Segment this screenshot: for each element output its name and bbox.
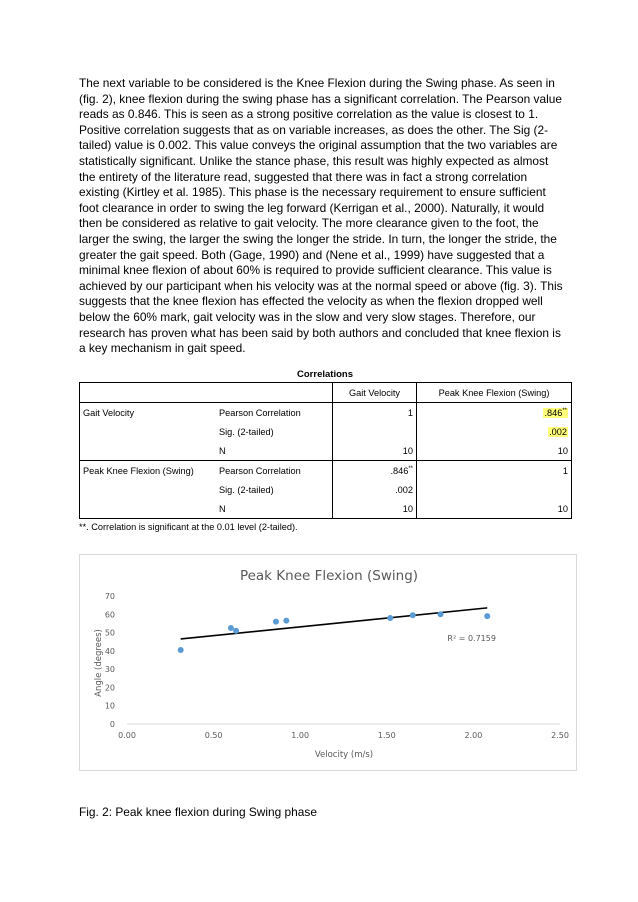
y-tick-label: 40 xyxy=(104,646,115,656)
x-tick-label: 2.00 xyxy=(464,731,483,740)
figure-caption: Fig. 2: Peak knee flexion during Swing phase xyxy=(79,805,317,819)
x-tick-label: 1.50 xyxy=(377,731,396,740)
significance-mark: ** xyxy=(562,407,567,414)
y-axis-ticks xyxy=(105,592,115,729)
table-cell xyxy=(417,422,572,441)
data-point xyxy=(484,613,490,619)
table-row xyxy=(80,499,572,519)
stat-label: Sig. (2-tailed) xyxy=(219,484,274,495)
table-cell: 1 xyxy=(417,461,572,481)
cell-value: .846 xyxy=(390,465,409,476)
data-point xyxy=(233,628,239,634)
y-tick-label: 10 xyxy=(104,701,115,711)
data-points xyxy=(178,611,491,653)
data-point xyxy=(410,612,416,618)
table-row xyxy=(80,461,572,481)
table-footnote: **. Correlation is significant at the 0.01 level (2-tailed). xyxy=(79,522,298,532)
body-paragraph: The next variable to be considered is the Knee Flexion during the Swing phase. As seen in (fig. 2), knee flexion during the swing phase has a significant correlation. The Pearson value reads as 0.846. This is seen as a strong positive correlation as the value is closest to 1. Positive correlation suggests that as on variable increases, as does the other. The Sig (2-tailed) value is 0.002. This value conveys the original assumption that the two variables are statistically significant. Unlike the stance phase, this result was highly expected as almost the entirety of the literature read, suggested that there was in fact a strong correlation existing (Kirtley et al. 1985). This phase is the necessary requirement to ensure sufficient foot clearance in order to swing the leg forward (Kerrigan et al., 2000). Naturally, it would then be considered as relative to gait velocity. The more clearance given to the foot, the larger the swing, the larger the swing the longer the stride. In turn, the longer the stride, the greater the gait speed. Both (Gage, 1990) and (Nene et al., 1999) have suggested that a minimal knee flexion of about 60% is required to provide sufficient clearance. This value is achieved by our participant when his velocity was at the normal speed or above (fig. 3). This suggests that the knee flexion has effected the velocity as when the flexion dropped well below the 60% mark, gait velocity was in the slow and very slow stages. Therefore, our research has proven what has been said by both authors and concluded that knee flexion is a key mechanism in gait speed. xyxy=(79,76,563,356)
col-header-gait-velocity: Gait Velocity xyxy=(333,383,417,403)
r-squared-label: R² = 0.7159 xyxy=(447,633,496,643)
table-cell xyxy=(417,480,572,499)
y-tick-label: 70 xyxy=(104,592,115,601)
data-point xyxy=(273,619,279,625)
row-label-knee-flexion: Peak Knee Flexion (Swing) xyxy=(80,461,217,481)
table-row xyxy=(80,403,572,423)
table-row xyxy=(80,480,572,499)
highlighted-value xyxy=(543,408,568,418)
table-cell: .002 xyxy=(333,480,417,499)
table-cell xyxy=(417,403,572,423)
y-tick-label: 20 xyxy=(104,683,115,693)
y-tick-label: 60 xyxy=(104,610,115,620)
table-header-row xyxy=(80,383,572,403)
x-tick-label: 1.00 xyxy=(291,731,310,740)
x-tick-label: 2.50 xyxy=(551,731,569,740)
scatter-chart xyxy=(79,554,577,771)
significance-mark: ** xyxy=(408,465,413,472)
stat-label: Pearson Correlation xyxy=(216,461,333,481)
table-title: Correlations xyxy=(297,369,353,380)
table-cell: 10 xyxy=(417,499,572,519)
x-axis-label: Velocity (m/s) xyxy=(314,750,374,760)
y-axis-label: Angle (degrees) xyxy=(94,629,104,697)
table-cell: 10 xyxy=(333,441,417,461)
cell-value: .846 xyxy=(544,407,563,418)
x-axis-ticks xyxy=(118,731,569,740)
stat-label: Pearson Correlation xyxy=(216,403,333,423)
stat-label: Sig. (2-tailed) xyxy=(219,426,274,437)
table-cell: 1 xyxy=(333,403,417,423)
data-point xyxy=(178,647,184,653)
table-cell xyxy=(333,422,417,441)
highlighted-value: .002 xyxy=(549,426,567,437)
table-cell: 10 xyxy=(417,441,572,461)
stat-label: N xyxy=(216,499,333,519)
stat-label: N xyxy=(219,445,226,456)
correlations-table xyxy=(79,382,572,519)
y-tick-label: 30 xyxy=(104,665,115,675)
col-header-knee-flexion: Peak Knee Flexion (Swing) xyxy=(417,383,572,403)
chart-title: Peak Knee Flexion (Swing) xyxy=(239,568,419,584)
table-cell: 10 xyxy=(333,499,417,519)
y-tick-label: 0 xyxy=(109,720,115,729)
data-point xyxy=(283,618,289,624)
table-row xyxy=(80,441,572,461)
x-tick-label: 0.50 xyxy=(204,731,223,740)
chart-svg xyxy=(80,555,578,772)
table-cell xyxy=(333,461,417,481)
data-point xyxy=(228,625,234,631)
row-label-gait-velocity: Gait Velocity xyxy=(80,403,217,423)
data-point xyxy=(437,611,443,617)
data-point xyxy=(387,615,393,621)
x-tick-label: 0.00 xyxy=(118,731,136,740)
table-row xyxy=(80,422,572,441)
y-tick-label: 50 xyxy=(104,628,115,638)
